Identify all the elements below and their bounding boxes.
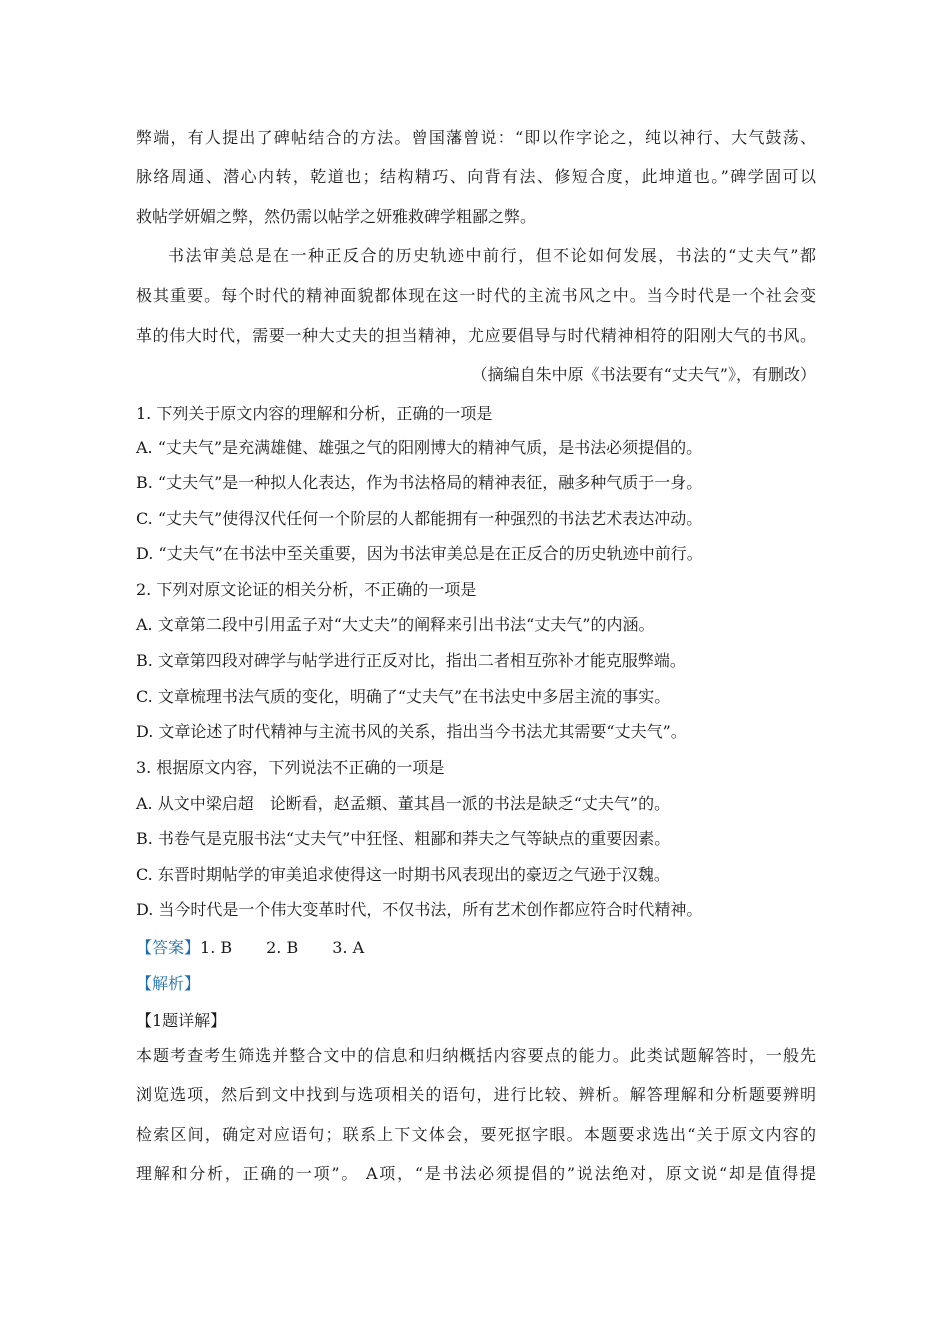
analysis-line: 理解和分析，正确的一项”。 A项，“是书法必须提倡的”说法绝对，原文说“却是值得提 [136, 1164, 816, 1183]
question-option: D. 文章论述了时代精神与主流书风的关系，指出当今书法尤其需要“丈夫气”。 [136, 722, 687, 741]
analysis-tag: 【解析】 [136, 974, 201, 993]
question-stem: 3. 根据原文内容，下列说法不正确的一项是 [136, 758, 445, 777]
analysis-line: 浏览选项，然后到文中找到与选项相关的语句，进行比较、辨析。解答理解和分析题要辨明 [136, 1085, 816, 1104]
question-option: A. “丈夫气”是充满雄健、雄强之气的阳刚博大的精神气质，是书法必须提倡的。 [136, 438, 703, 457]
passage-line: 弊端，有人提出了碑帖结合的方法。曾国藩曾说：“即以作字论之，纯以神行、大气鼓荡、 [136, 128, 816, 147]
answer-3: 3. A [332, 938, 365, 957]
question-option: B. 文章第四段对碑学与帖学进行正反对比，指出二者相互弥补才能克服弊端。 [136, 651, 686, 670]
analysis-line: 检索区间，确定对应语句；联系上下文体会，要死抠字眼。本题要求选出“关于原文内容的 [136, 1125, 816, 1144]
passage-line: 书法审美总是在一种正反合的历史轨迹中前行，但不论如何发展，书法的“丈夫气”都 [168, 246, 816, 265]
question-option: D. “丈夫气”在书法中至关重要，因为书法审美总是在正反合的历史轨迹中前行。 [136, 544, 703, 563]
passage-line: 革的伟大时代，需要一种大丈夫的担当精神，尤应要倡导与时代精神相符的阳刚大气的书风。 [136, 326, 816, 345]
question-option: C. 文章梳理书法气质的变化，明确了“丈夫气”在书法史中多居主流的事实。 [136, 687, 671, 706]
answer-line [136, 937, 816, 959]
question-stem: 2. 下列对原文论证的相关分析，不正确的一项是 [136, 580, 477, 599]
source-citation: （摘编自朱中原《书法要有“丈夫气”》，有删改） [471, 365, 816, 384]
question-option: C. 东晋时期帖学的审美追求使得这一时期书风表现出的豪迈之气逊于汉魏。 [136, 865, 670, 884]
question-option: A. 从文中梁启超 论断看，赵孟頫、董其昌一派的书法是缺乏“丈夫气”的。 [136, 794, 671, 813]
answer-2: 2. B [266, 938, 299, 957]
question-option: B. 书卷气是克服书法“丈夫气”中狂怪、粗鄙和莽夫之气等缺点的重要因素。 [136, 829, 671, 848]
question-option: D. 当今时代是一个伟大变革时代，不仅书法，所有艺术创作都应符合时代精神。 [136, 900, 703, 919]
question-option: C. “丈夫气”使得汉代任何一个阶层的人都能拥有一种强烈的书法艺术表达冲动。 [136, 509, 703, 528]
passage-line: 脉络周通、潜心内转，乾道也；结构精巧、向背有法、修短合度，此坤道也。”碑学固可以 [136, 167, 816, 186]
question-option: A. 文章第二段中引用孟子对“大丈夫”的阐释来引出书法“丈夫气”的内涵。 [136, 615, 655, 634]
answer-1: 1. B [200, 938, 233, 957]
analysis-line: 本题考查考生筛选并整合文中的信息和归纳概括内容要点的能力。此类试题解答时，一般先 [136, 1046, 816, 1065]
analysis-subheading: 【1题详解】 [136, 1011, 227, 1030]
passage-line: 救帖学妍媚之弊，然仍需以帖学之妍雅救碑学粗鄙之弊。 [136, 207, 537, 226]
question-stem: 1. 下列关于原文内容的理解和分析，正确的一项是 [136, 404, 493, 423]
question-option: B. “丈夫气”是一种拟人化表达，作为书法格局的精神表征，融多种气质于一身。 [136, 473, 703, 492]
passage-line: 极其重要。每个时代的精神面貌都体现在这一时代的主流书风之中。当今时代是一个社会变 [136, 286, 816, 305]
answer-tag: 【答案】 [136, 938, 201, 957]
